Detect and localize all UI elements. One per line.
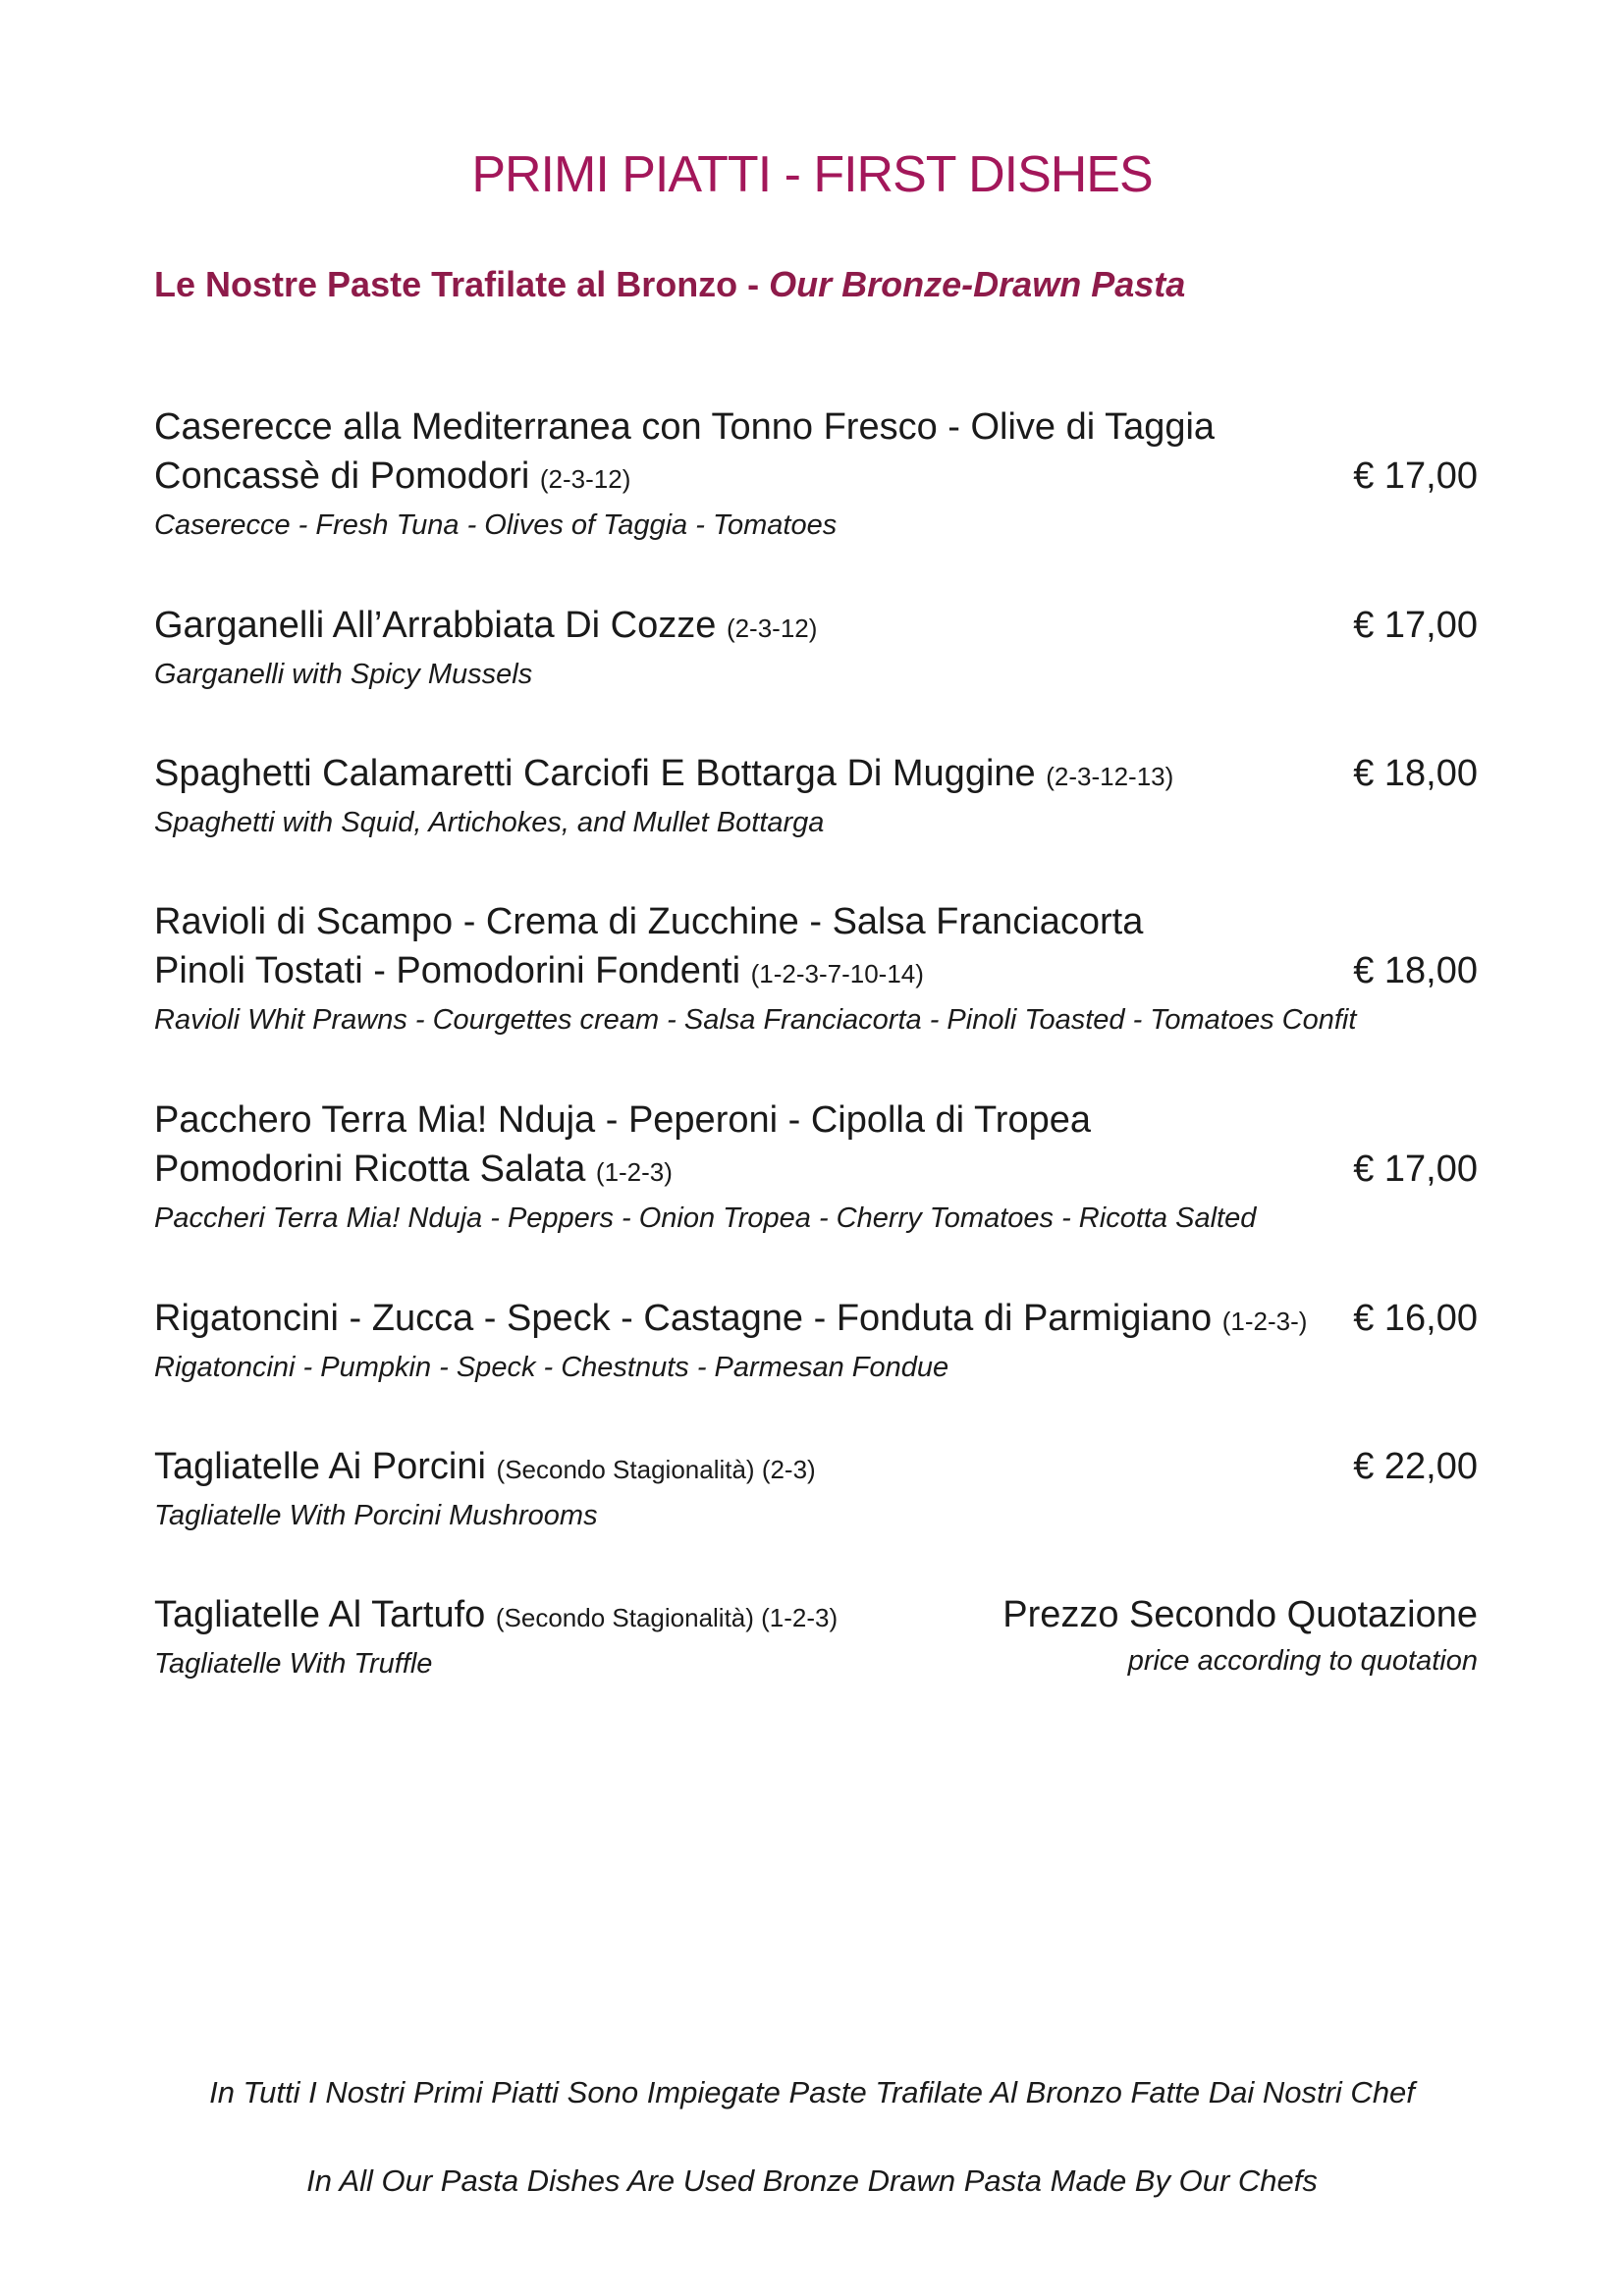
allergen-codes: (1-2-3) [595,1157,673,1187]
dish-name-line1: Caserecce alla Mediterranea con Tonno Fresco - Olive di Taggia [154,406,1216,448]
menu-item-tagliatelle-porcini [154,1442,1478,1535]
dish-name-line2-text: Concassè di Pomodori [154,455,530,497]
menu-item-rigatoncini [154,1294,1478,1387]
allergen-codes: (Secondo Stagionalità) (1-2-3) [495,1603,839,1632]
dish-price: € 17,00 [1353,605,1478,646]
dish-name-line2-text: Pomodorini Ricotta Salata [154,1148,586,1190]
dish-translation: Tagliatelle With Truffle [154,1648,433,1680]
dish-name [154,1294,1478,1346]
dish-name-line2 [154,946,1478,998]
subtitle-italian: Le Nostre Paste Trafilate al Bronzo - [154,264,770,304]
dish-name-line2 [154,452,1478,504]
dish-price: € 17,00 [1353,455,1478,497]
menu-item-caserecce [154,402,1478,545]
dish-name-text: Tagliatelle Al Tartufo [154,1594,486,1635]
allergen-codes: (Secondo Stagionalità) (2-3) [496,1455,816,1484]
allergen-codes: (1-2-3-7-10-14) [750,959,924,988]
dish-price-note: price according to quotation [1127,1645,1478,1677]
menu-item-spaghetti [154,749,1478,842]
dish-name [154,601,1478,653]
menu-item-tagliatelle-tartufo [154,1590,1478,1683]
dish-price: € 18,00 [1353,950,1478,991]
dish-translation: Rigatoncini - Pumpkin - Speck - Chestnuts - Parmesan Fondue [154,1352,949,1383]
allergen-codes: (2-3-12-13) [1046,762,1174,791]
dish-price: € 22,00 [1353,1446,1478,1487]
allergen-codes: (2-3-12) [539,464,631,494]
dish-translation: Tagliatelle With Porcini Mushrooms [154,1500,598,1531]
dish-price: € 16,00 [1353,1298,1478,1339]
menu-item-garganelli [154,601,1478,694]
dish-price: € 17,00 [1353,1148,1478,1190]
allergen-codes: (1-2-3-) [1221,1307,1308,1336]
dish-name-line2 [154,1145,1478,1197]
dish-name-text: Garganelli All’Arrabbiata Di Cozze [154,605,717,646]
dish-name-line2-text: Pinoli Tostati - Pomodorini Fondenti [154,950,741,991]
dish-name-text: Tagliatelle Ai Porcini [154,1446,486,1487]
footer-note-english: In All Our Pasta Dishes Are Used Bronze Drawn Pasta Made By Our Chefs [306,2163,1318,2198]
menu-item-pacchero [154,1095,1478,1238]
dish-translation: Ravioli Whit Prawns - Courgettes cream - Salsa Franciacorta - Pinoli Toasted - Tomatoes Confit [154,1004,1357,1036]
dish-translation: Caserecce - Fresh Tuna - Olives of Taggia - Tomatoes [154,509,838,541]
menu-item-ravioli [154,897,1478,1040]
subtitle-english: Our Bronze-Drawn Pasta [769,264,1186,304]
dish-name-line1: Ravioli di Scampo - Crema di Zucchine - Salsa Franciacorta [154,901,1144,942]
footer-note-italian: In Tutti I Nostri Primi Piatti Sono Impiegate Paste Trafilate Al Bronzo Fatte Dai Nostri Chef [209,2075,1415,2109]
dish-name-text: Spaghetti Calamaretti Carciofi E Bottarga Di Muggine [154,753,1036,794]
section-subtitle [154,263,1185,306]
dish-price: Prezzo Secondo Quotazione [1002,1594,1478,1635]
allergen-codes: (2-3-12) [726,614,818,643]
dish-name-line1: Pacchero Terra Mia! Nduja - Peperoni - Cipolla di Tropea [154,1099,1091,1141]
page-title: PRIMI PIATTI - FIRST DISHES [471,146,1153,203]
dish-translation: Paccheri Terra Mia! Nduja - Peppers - Onion Tropea - Cherry Tomatoes - Ricotta Salted [154,1202,1257,1234]
dish-name-text: Rigatoncini - Zucca - Speck - Castagne - Fonduta di Parmigiano [154,1298,1213,1339]
dish-translation: Spaghetti with Squid, Artichokes, and Mullet Bottarga [154,807,825,838]
dish-name [154,749,1478,801]
dish-name [154,1442,1478,1494]
dish-translation: Garganelli with Spicy Mussels [154,659,533,690]
dish-price: € 18,00 [1353,753,1478,794]
